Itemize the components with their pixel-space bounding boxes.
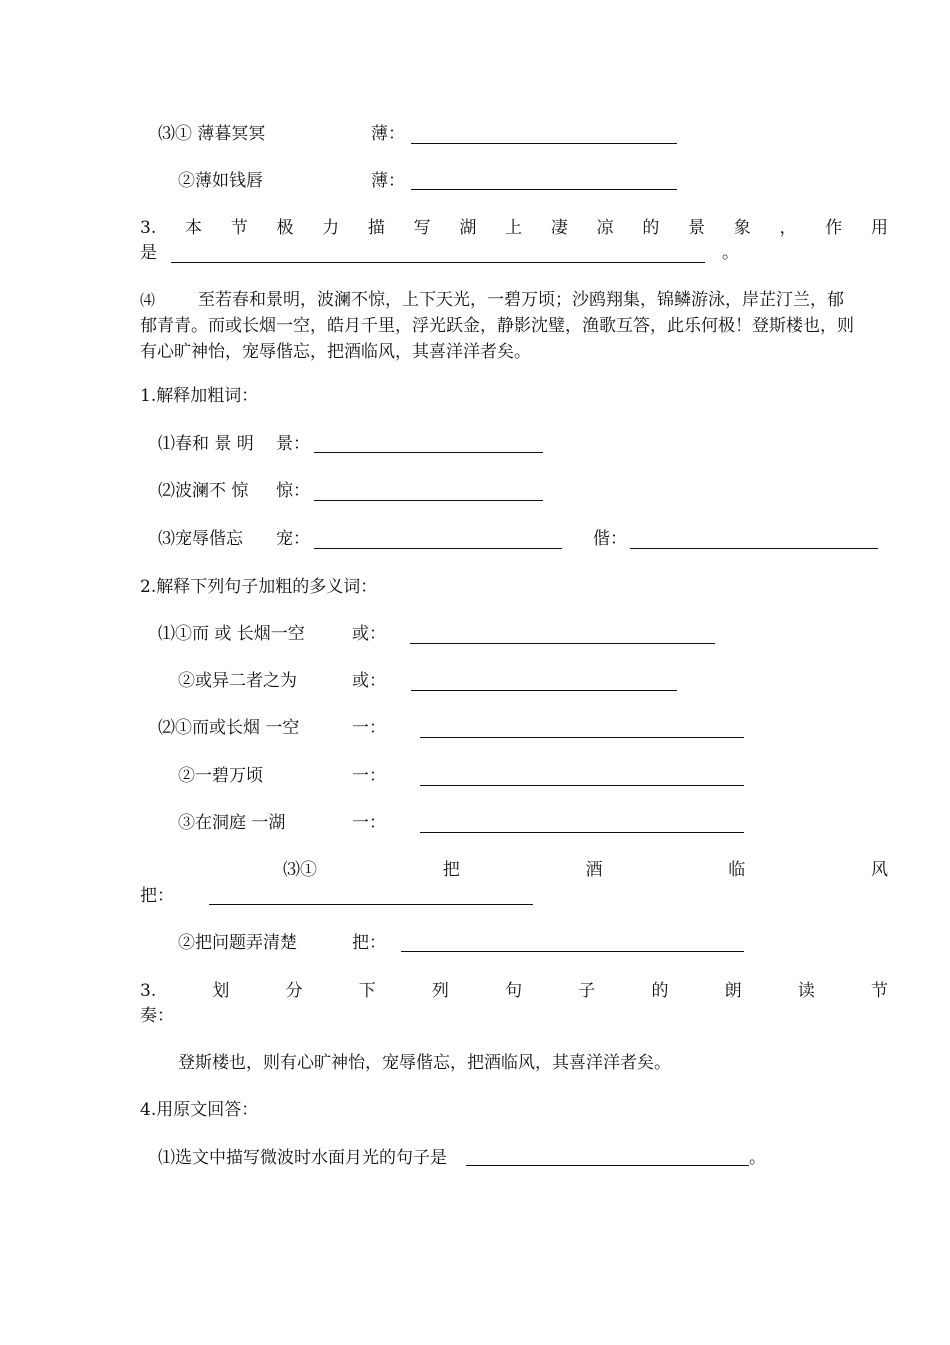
q3-char: 子	[578, 981, 596, 1001]
q1-item3-word: 宠：	[276, 529, 310, 549]
q2-item3-label: ⑵①而或长烟 一空	[158, 718, 300, 738]
item-3-2-label: ②薄如钱唇	[178, 171, 263, 191]
item-3-1-word: 薄：	[371, 124, 405, 144]
question-3-prev-line1	[140, 218, 888, 238]
q3-char: 作	[825, 218, 843, 238]
q2-spread-char: 把	[442, 860, 460, 880]
q3-sentence: 登斯楼也，则有心旷神怡，宠辱偕忘，把酒临风，其喜洋洋者矣。	[178, 1053, 671, 1073]
q2-item2-word: 或：	[352, 671, 386, 691]
q3-char: 节	[870, 981, 888, 1001]
answer-blank-q1-2[interactable]	[314, 500, 543, 501]
answer-blank-q3-prev[interactable]	[171, 262, 705, 263]
answer-blank-q2-3[interactable]	[420, 737, 744, 738]
q3-line2-prefix: 是	[140, 243, 157, 263]
q3-char: 读	[797, 981, 815, 1001]
q3-char: 湖	[459, 218, 477, 238]
q3-char: 的	[642, 218, 660, 238]
q2-spread-char: 临	[728, 860, 746, 880]
q1-item3-label: ⑶宠辱偕忘	[158, 529, 243, 549]
q2-spread-char: 酒	[585, 860, 603, 880]
q3-char: 列	[431, 981, 449, 1001]
q3-char: 上	[505, 218, 523, 238]
q2-item5-label: ③在洞庭 一湖	[178, 813, 286, 833]
q2-item1-word: 或：	[352, 624, 386, 644]
q3-char: 的	[651, 981, 669, 1001]
q4-title: 4.用原文回答：	[140, 1100, 259, 1120]
answer-blank-q2-4[interactable]	[420, 785, 744, 786]
q3-char: 景	[688, 218, 706, 238]
q3-char: 力	[322, 218, 340, 238]
q3-char: 划	[212, 981, 230, 1001]
q2-item2-label: ②或异二者之为	[178, 671, 297, 691]
q4-item1-prefix: ⑴选文中描写微波时水面月光的句子是	[158, 1148, 447, 1168]
q3-char: 下	[358, 981, 376, 1001]
q1-item2-word: 惊：	[276, 481, 310, 501]
q1-title: 1.解释加粗词：	[140, 386, 259, 406]
answer-blank-q1-3b[interactable]	[630, 548, 878, 549]
q3-char: 3.	[140, 218, 157, 238]
q4-item1-suffix: 。	[749, 1148, 766, 1168]
q3-char: 写	[413, 218, 431, 238]
q2-item4-word: 一：	[352, 766, 386, 786]
q2-spread-char: 风	[871, 860, 888, 880]
q3-char: ，	[779, 218, 797, 238]
q2-title: 2.解释下列句子加粗的多义词：	[140, 577, 378, 597]
q3-char: 本	[184, 218, 202, 238]
q3-char: 象	[733, 218, 751, 238]
answer-blank-q2-5[interactable]	[420, 832, 744, 833]
q1-item1-label: ⑴春和 景 明	[158, 434, 254, 454]
q3-char: 凉	[596, 218, 614, 238]
answer-blank-q2-2[interactable]	[411, 690, 677, 691]
q3-char: 朗	[724, 981, 742, 1001]
q3-char: 3.	[140, 981, 157, 1001]
q1-item1-word: 景：	[276, 434, 310, 454]
q3-char: 节	[230, 218, 248, 238]
q2-spread-char: ⑶①	[283, 860, 317, 880]
answer-blank-q4-1[interactable]	[466, 1165, 749, 1166]
answer-blank-q2-6[interactable]	[209, 904, 533, 905]
q3-char: 分	[285, 981, 303, 1001]
q1-item3-word2: 偕：	[593, 529, 627, 549]
q3-char: 极	[276, 218, 294, 238]
answer-blank-3-1[interactable]	[411, 143, 677, 144]
section-4-marker: ⑷	[140, 291, 156, 309]
q2-item4-label: ②一碧万顷	[178, 766, 263, 786]
section-4-passage: 至若春和景明，波澜不惊，上下天光，一碧万顷；沙鸥翔集，锦鳞游泳，岸芷汀兰，郁郁青青。而或长烟一空，皓月千里，浮光跃金，静影沈璧，渔歌互答，此乐何极！登斯楼也，则有心旷神怡，宠辱偕忘，把酒临风，其喜洋洋者矣。	[140, 290, 854, 362]
item-3-1-label: ⑶① 薄暮冥冥	[158, 124, 266, 144]
q2-item6-word: 把：	[140, 886, 174, 906]
q3-line2: 奏：	[140, 1006, 174, 1026]
q1-item2-label: ⑵波澜不 惊	[158, 481, 249, 501]
q2-item5-word: 一：	[352, 813, 386, 833]
q2-item7-word: 把：	[352, 933, 386, 953]
q3-char: 句	[505, 981, 523, 1001]
q3-char: 用	[870, 218, 888, 238]
answer-blank-3-2[interactable]	[411, 189, 677, 190]
q2-item7-label: ②把问题弄清楚	[178, 933, 297, 953]
q2-item1-label: ⑴①而 或 长烟一空	[158, 624, 305, 644]
q3-line2-suffix: 。	[722, 243, 739, 263]
q2-item3-word: 一：	[352, 718, 386, 738]
answer-blank-q2-1[interactable]	[410, 643, 715, 644]
q3-char: 描	[367, 218, 385, 238]
item-3-2-word: 薄：	[371, 171, 405, 191]
q2-item6-spread	[283, 860, 888, 880]
q3-char: 凄	[550, 218, 568, 238]
answer-blank-q1-3a[interactable]	[314, 548, 562, 549]
q3-line1	[140, 981, 888, 1001]
answer-blank-q2-7[interactable]	[401, 951, 744, 952]
answer-blank-q1-1[interactable]	[314, 452, 543, 453]
